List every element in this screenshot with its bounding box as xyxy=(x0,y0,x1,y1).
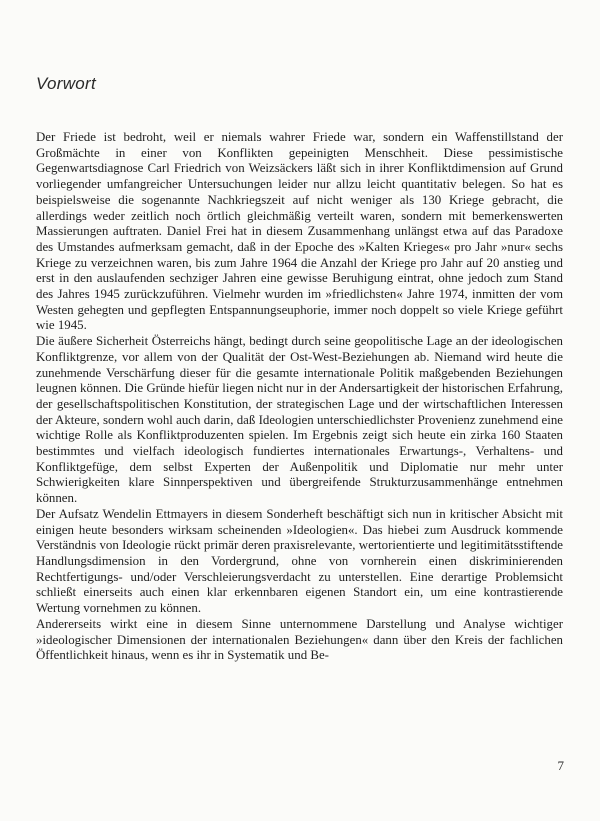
body-text xyxy=(36,130,563,664)
paragraph: Die äußere Sicherheit Österreichs hängt, bedingt durch seine geopolitische Lage an der ideologischen Konfliktgrenze, vor allem von der Qualität der Ost-West-Beziehungen ab. Niemand wird heute die zunehmende Verschärfung dieser für die gesamte internationale Politik maßgebenden Beziehungen leugnen können. Die Gründe hiefür liegen nicht nur in der Andersartigkeit der historischen Erfahrung, der gesellschaftspolitischen Konstitution, der strategischen Lage und der wirtschaftlichen Interessen der Akteure, sondern wohl auch darin, daß Ideologien unterschiedlichster Provenienz zunehmend eine wichtige Rolle als Konfliktproduzenten spielen. Im Ergebnis zeigt sich heute ein zirka 160 Staaten bestimmtes und vielfach ideologisch fundiertes internationales Erwartungs-, Verhaltens- und Konfliktgefüge, dem selbst Experten der Außenpolitik und Diplomatie nur mehr unter Schwierigkeiten klare Sinnperspektiven und übergreifende Strukturzusammenhänge entnehmen können. xyxy=(36,334,563,506)
paragraph: Der Aufsatz Wendelin Ettmayers in diesem Sonderheft beschäftigt sich nun in kritischer Absicht mit einigen heute besonders wirksam scheinenden »Ideologien«. Das hiebei zum Ausdruck kommende Verständnis von Ideologie rückt primär deren praxisrelevante, wertorientierte und legitimitätsstiftende Handlungsdimension in den Vordergrund, ohne von vornherein einen diskriminierenden Rechtfertigungs- und/oder Verschleierungsverdacht zu unterstellen. Eine derartige Problemsicht schließt einerseits auch einen klar erkennbaren eigenen Standort ein, um eine kontrastierende Wertung vornehmen zu können. xyxy=(36,506,563,616)
chapter-heading: Vorwort xyxy=(36,74,97,93)
paragraph: Andererseits wirkt eine in diesem Sinne unternommene Darstellung und Analyse wichtiger »ideologischer Dimensionen der internationalen Beziehungen« dann über den Kreis der fachlichen Öffentlichkeit hinaus, wenn es ihr in Systematik und Be- xyxy=(36,616,563,663)
paragraph: Der Friede ist bedroht, weil er niemals wahrer Friede war, sondern ein Waffenstillstand der Großmächte in einer von Konflikten gepeinigten Menschheit. Diese pessimistische Gegenwartsdiagnose Carl Friedrich von Weizsäckers läßt sich in ihrer Konfliktdimension auf Grund vorliegender umfangreicher Untersuchungen leider nur allzu leicht quantitativ belegen. So hat es beispielsweise die sogenannte Nachkriegszeit auf nicht weniger als 130 Kriege gebracht, die allerdings weder zeitlich noch örtlich gleichmäßig verteilt waren, sondern mit bemerkenswerten Massierungen auftraten. Daniel Frei hat in diesem Zusammenhang unlängst etwa auf das Paradoxe des Umstandes aufmerksam gemacht, daß in der Epoche des »Kalten Krieges« pro Jahr »nur« sechs Kriege zu verzeichnen waren, bis zum Jahre 1964 die Anzahl der Kriege pro Jahr auf 20 anstieg und erst in den auslaufenden sechziger Jahren eine gewisse Beruhigung eintrat, ohne jedoch zum Stand des Jahres 1945 zurückzuführen. Vielmehr wurden im »friedlichsten« Jahre 1974, inmitten der vom Westen gehegten und gepflegten Entspannungseuphorie, immer noch doppelt so viele Kriege geführt wie 1945. xyxy=(36,130,563,333)
page-number: 7 xyxy=(557,758,564,773)
